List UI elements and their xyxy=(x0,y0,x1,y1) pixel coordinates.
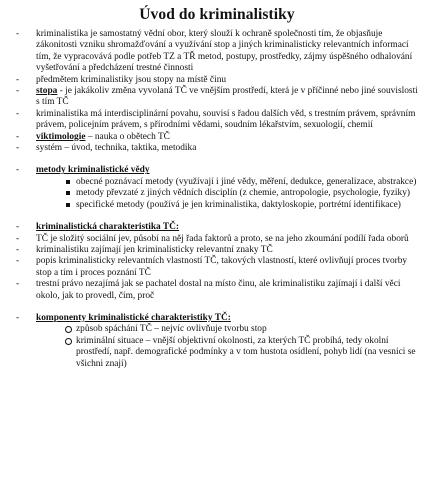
komponenty-list xyxy=(36,324,422,370)
circle-bullet-icon xyxy=(65,338,72,345)
section-heading: - komponenty kriminalistické charakteristiky TČ: způsob spáchání TČ – nejvíc ovlivňuje tvorbu stop kriminální situace – vnější objektivní okolnosti, za kterých TČ probíhá, tedy okolní prostředí, např. demografické podmínky a v tom hustota osídlení, pohyb lidí (na vesnici se všichni znají) xyxy=(12,313,422,370)
list-item: - popis kriminalisticky relevantních vlastností TČ, takových vlastností, které ovlivňují proces tvorby stop a tím i proces poznání TČ xyxy=(16,256,408,278)
list-item: - předmětem kriminalistiky jsou stopy na místě činu xyxy=(16,74,227,85)
list-item: metody převzaté z jiných vědních disciplín (z chemie, antropologie, psychologie, fyziky) xyxy=(36,188,422,199)
metody-list xyxy=(36,177,422,211)
list-item-stopa: - stopa - je jakákoliv změna vyvolaná TČ ve vnějším prostředí, která je v příčinné nebo jiné souvislosti s tím TČ xyxy=(16,86,418,108)
section-heading: - metody kriminalistické vědy obecné poznávací metody (využívají i jiné vědy, měření, dedukce, generalizace, abstrakce) metody převzaté z jiných vědních disciplín (z chemie, antropologie, psychologie, fyziky) specifické metody (používá je jen kriminalistika, daktyloskopie, portrétní identifikace) xyxy=(12,165,422,211)
square-bullet-icon xyxy=(66,203,70,207)
list-item: - kriminalistika je samostatný vědní obor, který slouží k ochraně společnosti tím, že objasňuje zákonitosti vzniku shromažďování a využívání stop a jiných kriminalisticky relevantních informací tím, že vypracovává podle potřeb TZ a TŘ metod, postupy, prostředky, zájmy úspěšného odhalování vyšetřování a předcházení trestné činnosti xyxy=(16,29,413,74)
list-item: - kriminalistika má interdisciplinární povahu, souvisí s řadou dalších věd, s trestním právem, správním právem, policejním právem, s přírodními vědami, soudním lékařstvím, sexuologií, chemií xyxy=(16,108,416,131)
list-item: obecné poznávací metody (využívají i jiné vědy, měření, dedukce, generalizace, abstrakce) xyxy=(36,177,422,188)
square-bullet-icon xyxy=(66,180,70,184)
section-metody xyxy=(12,165,422,211)
section-charakteristika xyxy=(12,222,422,302)
list-item: - trestní právo nezajímá jak se pachatel dostal na místo činu, ale kriminalistiku zajímají i další věci okolo, jak to provedl, čím, proč xyxy=(16,279,401,301)
section-intro xyxy=(12,29,422,154)
list-item: - kriminalistiku zajímají jen kriminalisticky relevantní znaky TČ xyxy=(16,244,273,255)
list-item: - TČ je složitý sociální jev, působí na něj řada faktorů a proto, se na jeho zkoumání podílí řada oborů xyxy=(16,233,409,244)
section-komponenty xyxy=(12,313,422,370)
list-item-viktimologie: - viktimologie – nauka o obětech TČ xyxy=(16,131,170,142)
list-item: kriminální situace – vnější objektivní okolnosti, za kterých TČ probíhá, tedy okolní prostředí, např. demografické podmínky a v tom hustota osídlení, pohyb lidí (na vesnici se všichni znají) xyxy=(36,336,422,370)
document-title: Úvod do kriminalistiky xyxy=(139,6,295,23)
list-item: - systém – úvod, technika, taktika, metodika xyxy=(16,143,197,154)
list-item: způsob spáchání TČ – nejvíc ovlivňuje tvorbu stop xyxy=(36,324,422,335)
square-bullet-icon xyxy=(66,191,70,195)
list-item: specifické metody (používá je jen kriminalistika, daktyloskopie, portrétní identifikace) xyxy=(36,200,422,211)
section-heading: - kriminalistická charakteristika TČ: xyxy=(16,222,180,233)
circle-bullet-icon xyxy=(65,326,72,333)
